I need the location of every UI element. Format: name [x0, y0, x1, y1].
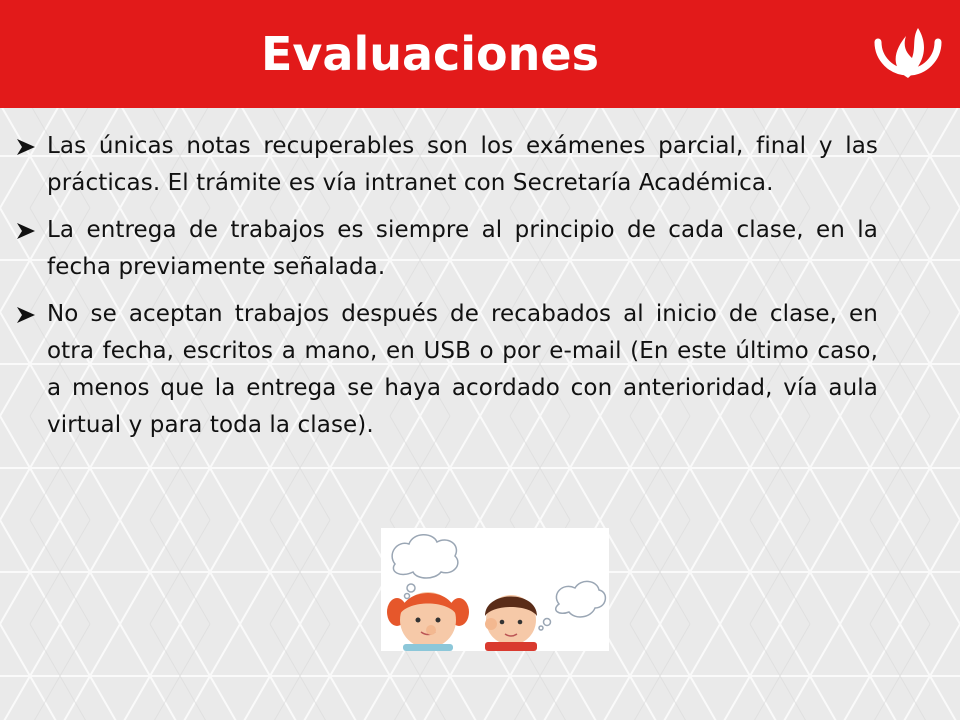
bullet-item — [16, 128, 878, 202]
arrow-bullet-icon — [16, 138, 36, 156]
bullet-text: No se aceptan trabajos después de recabados al inicio de clase, en otra fecha, escritos a mano, en USB o por e-mail (En este último caso, a menos que la entrega se haya acordado con anterioridad, vía aula virtual y para toda la clase). — [47, 301, 878, 438]
bullet-item — [16, 212, 878, 286]
thinking-children-illustration — [381, 528, 609, 651]
arrow-bullet-icon — [16, 306, 36, 324]
header-bar — [0, 0, 960, 108]
bullet-list — [16, 128, 878, 454]
bullet-item — [16, 296, 878, 444]
bullet-text: Las únicas notas recuperables son los exámenes parcial, final y las prácticas. El trámite es vía intranet con Secretaría Académica. — [47, 133, 878, 196]
boy-figure — [485, 595, 537, 651]
bullet-text: La entrega de trabajos es siempre al principio de cada clase, en la fecha previamente señalada. — [47, 217, 878, 280]
slide-title: Evaluaciones — [261, 27, 599, 81]
university-logo-icon — [872, 18, 944, 90]
arrow-bullet-icon — [16, 222, 36, 240]
